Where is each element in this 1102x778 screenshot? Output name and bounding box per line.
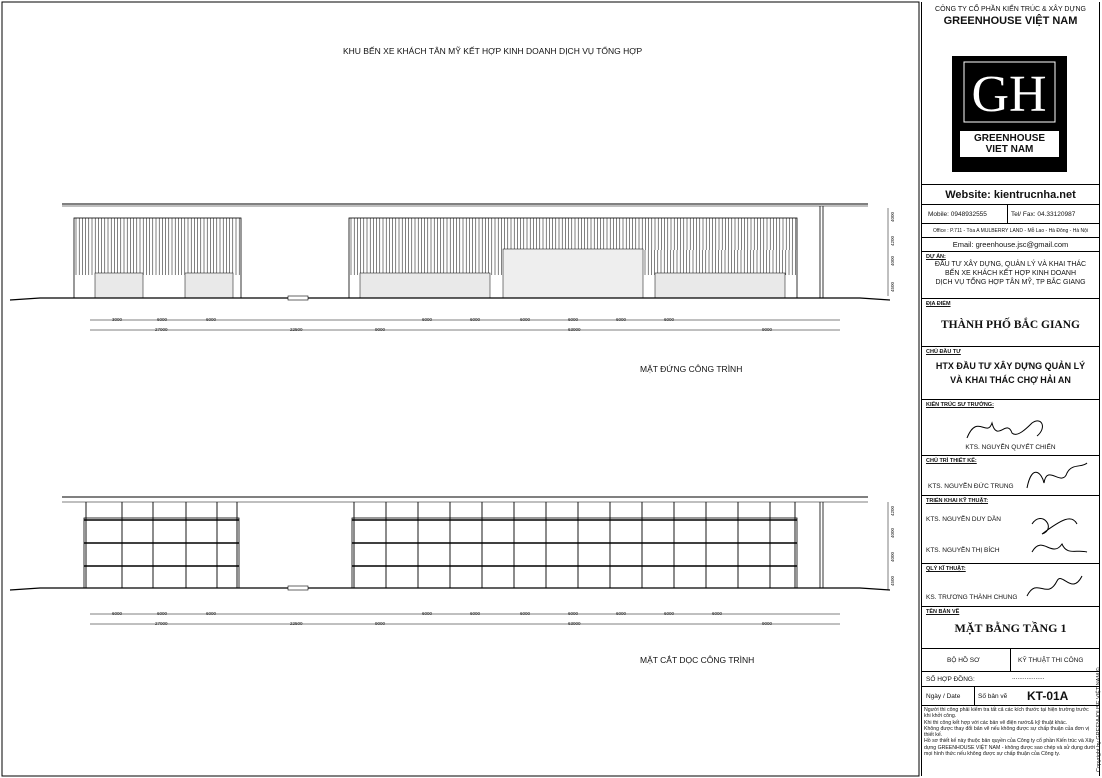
signature-qa-icon xyxy=(1022,566,1092,606)
du-an-label: DỰ ÁN: xyxy=(926,254,946,260)
sheet-number-cell xyxy=(922,687,1099,706)
section-dimensions xyxy=(90,614,840,624)
elevation-caption: MẶT ĐỨNG CÔNG TRÌNH xyxy=(640,364,743,374)
mobile: Mobile: 0948932555 xyxy=(928,211,987,218)
signature-technical-icon xyxy=(1022,504,1092,562)
company-line1: CÔNG TY CỔ PHẦN KIẾN TRÚC & XÂY DỰNG xyxy=(935,6,1086,13)
website: Website: kientrucnha.net xyxy=(922,185,1099,205)
sec-dim-top-4: 6000 xyxy=(470,611,481,616)
drawing-title: KHU BẾN XE KHÁCH TÂN MỸ KẾT HỢP KINH DOANH DỊCH VỤ TỔNG HỢP xyxy=(343,46,643,56)
title-block xyxy=(921,2,1100,776)
ten-ban-ve-label: TÊN BẢN VẼ xyxy=(926,609,960,615)
elev-dim-top-4: 6000 xyxy=(470,317,481,322)
elev-dim-top-2: 6000 xyxy=(206,317,217,322)
sec-dim-top-0: 6000 xyxy=(112,611,123,616)
note-1: Người thi công phải kiểm tra tất cả các kích thước tại hiện trường trước khi khởi công. xyxy=(924,707,1089,720)
bo-ho-so: BỘ HỒ SƠ xyxy=(947,657,980,664)
qly: KS. TRƯƠNG THÀNH CHUNG xyxy=(926,594,1018,601)
company-cell xyxy=(922,2,1099,185)
so-ban-ve-label: Số bản vẽ xyxy=(978,693,1008,700)
elevation-dimensions xyxy=(90,320,840,330)
sec-dim-top-9: 6000 xyxy=(712,611,723,616)
logo-text-line2: VIET NAM xyxy=(985,144,1034,155)
lead-designer-cell xyxy=(922,456,1099,496)
svg-text:GH: GH xyxy=(971,66,1047,123)
dia-diem: THÀNH PHỐ BẮC GIANG xyxy=(941,319,1080,331)
signature-lead-designer-icon xyxy=(1022,458,1092,494)
sec-dim-top-2: 6000 xyxy=(206,611,217,616)
email: Email: greenhouse.jsc@gmail.com xyxy=(922,238,1099,252)
contract-cell xyxy=(922,672,1099,687)
note-3: Không được thay đổi bản vẽ nếu không được sự chấp thuận của đơn vị thiết kế. xyxy=(924,725,1090,739)
section-columns xyxy=(86,502,795,588)
company-line2: GREENHOUSE VIỆT NAM xyxy=(943,15,1078,27)
elev-height-2: 4000 xyxy=(890,255,895,266)
trien-khai-1: KTS. NGUYỄN DUY DẦN xyxy=(926,516,1002,523)
note-2: Khi thi công kết hợp với các bản vẽ điện nước& kỹ thuật khác. xyxy=(924,719,1068,726)
sec-height-1: 4000 xyxy=(890,527,895,538)
sec-dim-top-1: 6000 xyxy=(157,611,168,616)
elev-dim-top-7: 6000 xyxy=(616,317,627,322)
ky-thuat-thi-cong: KỸ THUẬT THI CÔNG xyxy=(1018,657,1084,664)
sec-dim-bottom-3: 63000 xyxy=(568,621,581,626)
kts-truong-label: KIẾN TRÚC SƯ TRƯỞNG: xyxy=(926,402,994,408)
elev-dim-bottom-0: 27000 xyxy=(155,327,168,332)
elev-dim-top-6: 6000 xyxy=(568,317,579,322)
contact-cell xyxy=(922,205,1099,224)
qly-label: QLÝ KĨ THUẬT: xyxy=(926,566,966,572)
chu-tri-label: CHỦ TRÌ THIẾT KẾ: xyxy=(926,458,977,464)
sec-dim-top-6: 6000 xyxy=(568,611,579,616)
trien-khai-2: KTS. NGUYỄN THỊ BÍCH xyxy=(926,547,1000,554)
elev-dim-top-5: 6000 xyxy=(520,317,531,322)
office-address: Office : P.711 - Tòa A MULBERRY LAND - Mỗ Lao - Hà Đông - Hà Nội xyxy=(922,224,1099,238)
elev-height-1: 4200 xyxy=(890,235,895,246)
so-ban-ve: KT-01A xyxy=(1027,689,1069,703)
du-an-line-2: BẾN XE KHÁCH KẾT HỢP KINH DOANH xyxy=(945,270,1076,277)
kts-truong: KTS. NGUYỄN QUYẾT CHIẾN xyxy=(965,444,1056,451)
section-caption: MẶT CẮT DỌC CÔNG TRÌNH xyxy=(640,655,755,665)
elevation-drawing xyxy=(10,204,890,300)
elev-dim-bottom-3: 63000 xyxy=(568,327,581,332)
trien-khai-label: TRIỂN KHAI KỸ THUẬT: xyxy=(926,498,989,504)
sec-dim-top-7: 6000 xyxy=(616,611,627,616)
signature-chief-architect-icon xyxy=(962,408,1052,446)
logo-text-line1: GREENHOUSE xyxy=(973,133,1046,144)
project-cell xyxy=(922,252,1099,299)
elev-height-0: 4000 xyxy=(890,211,895,222)
location-cell xyxy=(922,299,1099,347)
elev-dim-top-0: 3000 xyxy=(112,317,123,322)
sec-dim-bottom-2: 9000 xyxy=(375,621,386,626)
sec-dim-top-3: 6000 xyxy=(422,611,433,616)
tel-fax: Tel/ Fax: 04.33120987 xyxy=(1011,211,1076,218)
sec-dim-top-8: 6000 xyxy=(664,611,675,616)
so-hop-dong: SỐ HỢP ĐỒNG: xyxy=(926,676,975,683)
gh-monogram-icon xyxy=(952,56,1067,126)
elev-dim-top-3: 6000 xyxy=(422,317,433,322)
sec-height-0: 4200 xyxy=(890,505,895,516)
qa-cell xyxy=(922,564,1099,607)
elev-height-3: 4500 xyxy=(890,281,895,292)
elev-dim-bottom-2: 9000 xyxy=(375,327,386,332)
chu-dau-tu-line-1: HTX ĐẦU TƯ XÂY DỰNG QUẢN LÝ xyxy=(935,361,1086,371)
ten-ban-ve: MẶT BẰNG TẦNG 1 xyxy=(954,621,1067,635)
dia-diem-label: ĐỊA ĐIỂM xyxy=(926,301,951,307)
ngay: Ngày / Date xyxy=(926,693,961,700)
sec-dim-bottom-0: 27000 xyxy=(155,621,168,626)
sec-height-2: 4000 xyxy=(890,551,895,562)
chief-architect-cell xyxy=(922,400,1099,456)
so-hop-dong-value: .................. xyxy=(1012,674,1045,681)
dossier-cell xyxy=(922,649,1099,672)
sec-height-3: 4500 xyxy=(890,575,895,586)
du-an-line-1: ĐẦU TƯ XÂY DỰNG, QUẢN LÝ VÀ KHAI THÁC xyxy=(934,261,1087,268)
drawing-name-cell xyxy=(922,607,1099,649)
note-4: Hồ sơ thiết kế này thuộc bản quyền của Công ty cổ phần Kiến trúc và Xây dựng GREENHOUSE VIỆT NAM - không được sao chép và sử dụng dưới mọi hình thức nếu không được sự chấp thuận của Công ty. xyxy=(924,738,1096,758)
sec-dim-bottom-4: 9000 xyxy=(762,621,773,626)
notes xyxy=(924,707,1096,757)
elevation-left-slats xyxy=(76,218,239,275)
sec-dim-bottom-1: 22500 xyxy=(290,621,303,626)
owner-cell xyxy=(922,347,1099,400)
elev-dim-top-8: 6000 xyxy=(664,317,675,322)
elev-dim-bottom-4: 9000 xyxy=(762,327,773,332)
chu-tri: KTS. NGUYỄN ĐỨC TRUNG xyxy=(928,483,1014,490)
sec-dim-top-5: 6000 xyxy=(520,611,531,616)
du-an-line-3: DỊCH VỤ TỔNG HỢP TÂN MỸ, TP BẮC GIANG xyxy=(935,279,1086,286)
elev-dim-bottom-1: 22500 xyxy=(290,327,303,332)
elev-dim-top-1: 6000 xyxy=(157,317,168,322)
company-logo xyxy=(952,56,1067,172)
copyright: Copyright by GREENHOUSE VIỆT NAM © xyxy=(1096,667,1102,772)
chu-dau-tu-label: CHỦ ĐẦU TƯ xyxy=(926,349,961,355)
section-drawing xyxy=(10,497,890,590)
technical-cell xyxy=(922,496,1099,564)
chu-dau-tu-line-2: VÀ KHAI THÁC CHỢ HẢI AN xyxy=(950,375,1071,385)
